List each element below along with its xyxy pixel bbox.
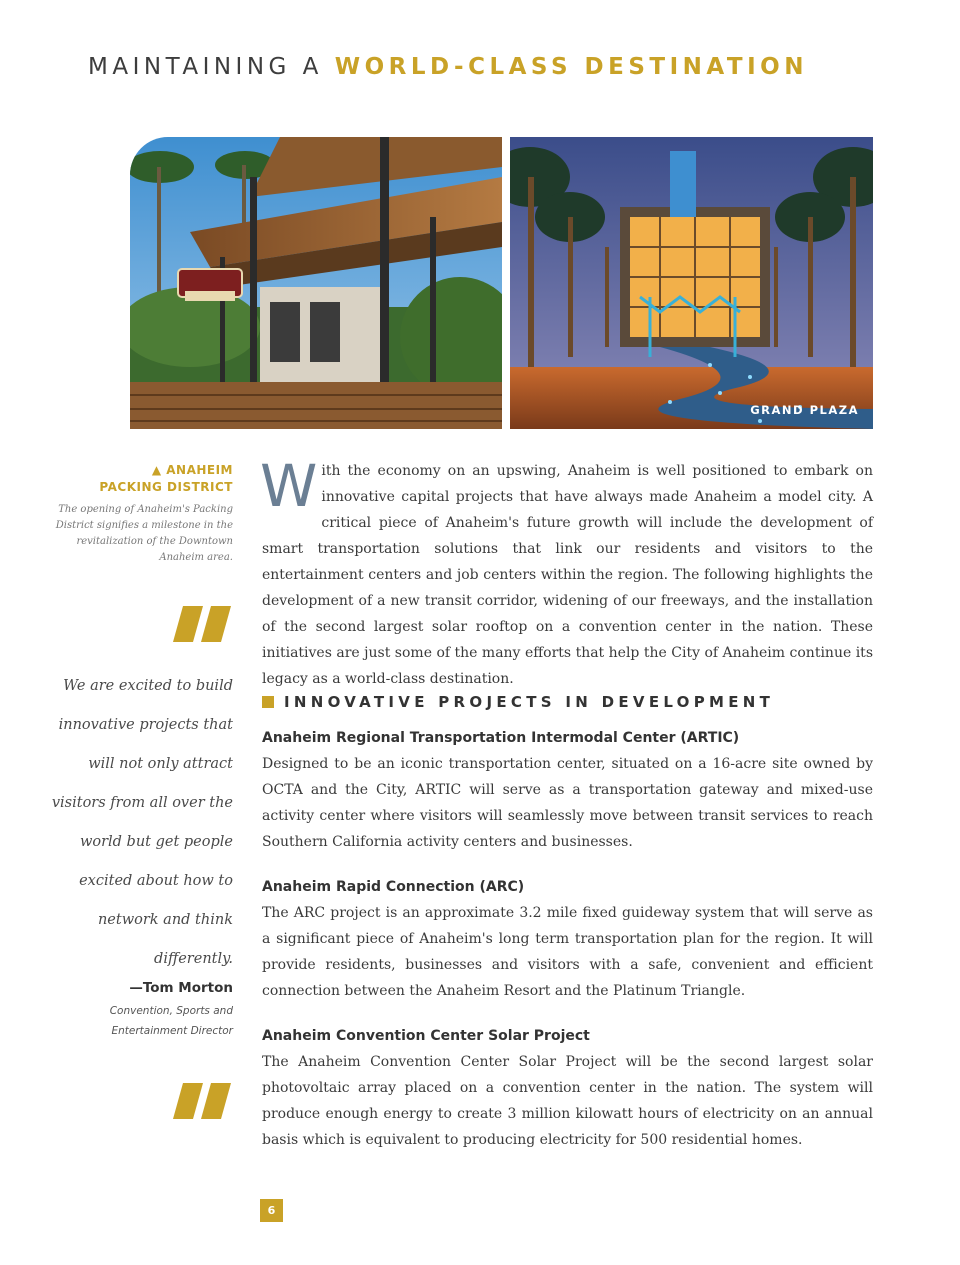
square-bullet-icon [262,696,274,708]
sidebar-heading-line1: ANAHEIM [166,463,233,477]
project-body: The Anaheim Convention Center Solar Project will be the second largest solar photovoltaic array placed on a convention center in the nation. The system will produce enough energy to create 3 million kilowatt hours of electricity on an annual basis which is equivalent to producing electricity for 500 residential homes. [262,1054,873,1148]
grand-plaza-illustration [510,137,873,429]
section-heading [262,693,774,711]
sidebar-caption: The opening of Anaheim's Packing District signifies a milestone in the revitalization of the Downtown Anaheim area. [55,504,233,563]
project-solar [262,1026,873,1153]
grand-plaza-caption: GRAND PLAZA [750,403,859,417]
project-body: Designed to be an iconic transportation center, situated on a 16-acre site owned by OCTA and the City, ARTIC will serve as a transportation gateway and mixed-use activity center where visitors will seamlessly move between transit services to reach Southern California activity centers and businesses. [262,756,873,850]
project-title: Anaheim Rapid Connection (ARC) [262,879,525,895]
project-title: Anaheim Regional Transportation Intermodal Center (ARTIC) [262,730,740,746]
quote-open-icon [173,606,233,642]
packing-district-photo [130,137,502,429]
grand-plaza-photo [510,137,873,429]
project-body: The ARC project is an approximate 3.2 mile fixed guideway system that will serve as a significant piece of Anaheim's long term transportation plan for the region. It will provide residents, businesses and visitors with a safe, convenient and efficient connection between the Anaheim Resort and the Platinum Triangle. [262,905,873,999]
quote-close-icon [173,1083,233,1119]
project-arc [262,877,873,1004]
page-number: 6 [260,1199,283,1222]
project-title: Anaheim Convention Center Solar Project [262,1028,590,1044]
sidebar-heading-line2: PACKING DISTRICT [99,480,233,494]
intro-paragraph [260,452,873,692]
intro-text: ith the economy on an upswing, Anaheim is well positioned to embark on innovative capital projects that have always made Anaheim a model city. A critical piece of Anaheim's future growth will include the development of smart transportation solutions that link our residents and visitors to the entertainment centers and job centers within the region. The following highlights the development of a new transit corridor, widening of our freeways, and the installation of the second largest solar rooftop on a convention center in the nation. These initiatives are just some of the many efforts that help the City of Anaheim continue its legacy as a world-class destination. [262,463,873,687]
triangle-up-icon: ▲ [151,463,162,477]
page-title [88,54,808,80]
page-title-plain: MAINTAINING A [88,54,323,80]
page-title-accent: WORLD-CLASS DESTINATION [334,54,808,80]
section-heading-text: INNOVATIVE PROJECTS IN DEVELOPMENT [284,693,775,711]
project-artic [262,728,873,855]
quote-role: Convention, Sports and Entertainment Director [109,1005,233,1037]
packing-district-illustration [130,137,502,429]
quote-author: —Tom Morton [129,980,233,996]
drop-cap: W [260,452,318,520]
pull-quote: We are excited to build innovative projects that will not only attract visitors from all over the world but get people excited about how to network and think differently. [51,678,233,967]
sidebar-heading [60,462,233,496]
